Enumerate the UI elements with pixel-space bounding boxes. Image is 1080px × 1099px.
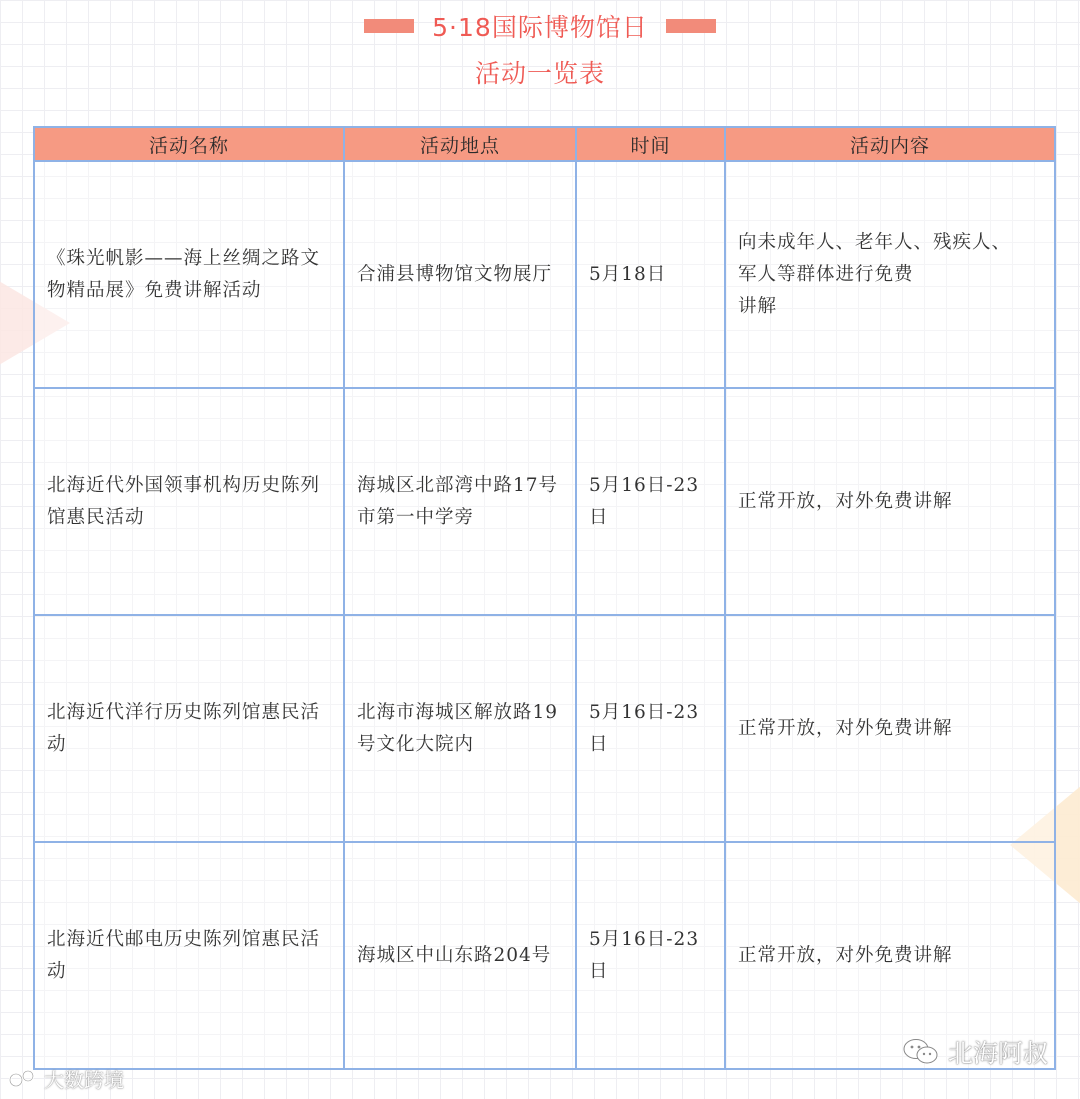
cell-content: 正常开放，对外免费讲解 [725,842,1055,1069]
cell-location: 海城区中山东路204号 [344,842,576,1069]
column-header-content: 活动内容 [725,127,1055,161]
cell-content: 正常开放，对外免费讲解 [725,615,1055,842]
wechat-icon [902,1037,940,1067]
cell-activity-name: 《珠光帆影——海上丝绸之路文物精品展》免费讲解活动 [34,161,344,388]
column-header-time: 时间 [576,127,725,161]
cell-location: 合浦县博物馆文物展厅 [344,161,576,388]
cell-content: 正常开放，对外免费讲解 [725,388,1055,615]
brand-logo-icon [8,1068,38,1090]
watermark-left-text: 大数跨境 [44,1068,124,1092]
watermark-left [8,1064,124,1093]
watermark-right [902,1034,1048,1070]
cell-activity-name: 北海近代外国领事机构历史陈列馆惠民活动 [34,388,344,615]
page-subtitle: 活动一览表 [474,59,605,88]
title-right-bar [666,19,716,33]
title-row [0,8,1080,44]
cell-time: 5月16日-23日 [576,842,725,1069]
table-row [34,388,1055,615]
activity-table [33,126,1056,1070]
cell-time: 5月16日-23日 [576,615,725,842]
cell-time: 5月18日 [576,161,725,388]
table-header-row [34,127,1055,161]
watermark-right-text: 北海阿叔 [947,1039,1048,1068]
table-row [34,161,1055,388]
cell-activity-name: 北海近代洋行历史陈列馆惠民活动 [34,615,344,842]
column-header-location: 活动地点 [344,127,576,161]
cell-location: 海城区北部湾中路17号市第一中学旁 [344,388,576,615]
table-row [34,615,1055,842]
title-block [0,8,1080,90]
cell-content: 向未成年人、老年人、残疾人、 军人等群体进行免费 讲解 [725,161,1055,388]
cell-activity-name: 北海近代邮电历史陈列馆惠民活动 [34,842,344,1069]
cell-time: 5月16日-23日 [576,388,725,615]
column-header-name: 活动名称 [34,127,344,161]
cell-location: 北海市海城区解放路19号文化大院内 [344,615,576,842]
title-left-bar [364,19,414,33]
page-title: 5·18国际博物馆日 [432,13,648,42]
